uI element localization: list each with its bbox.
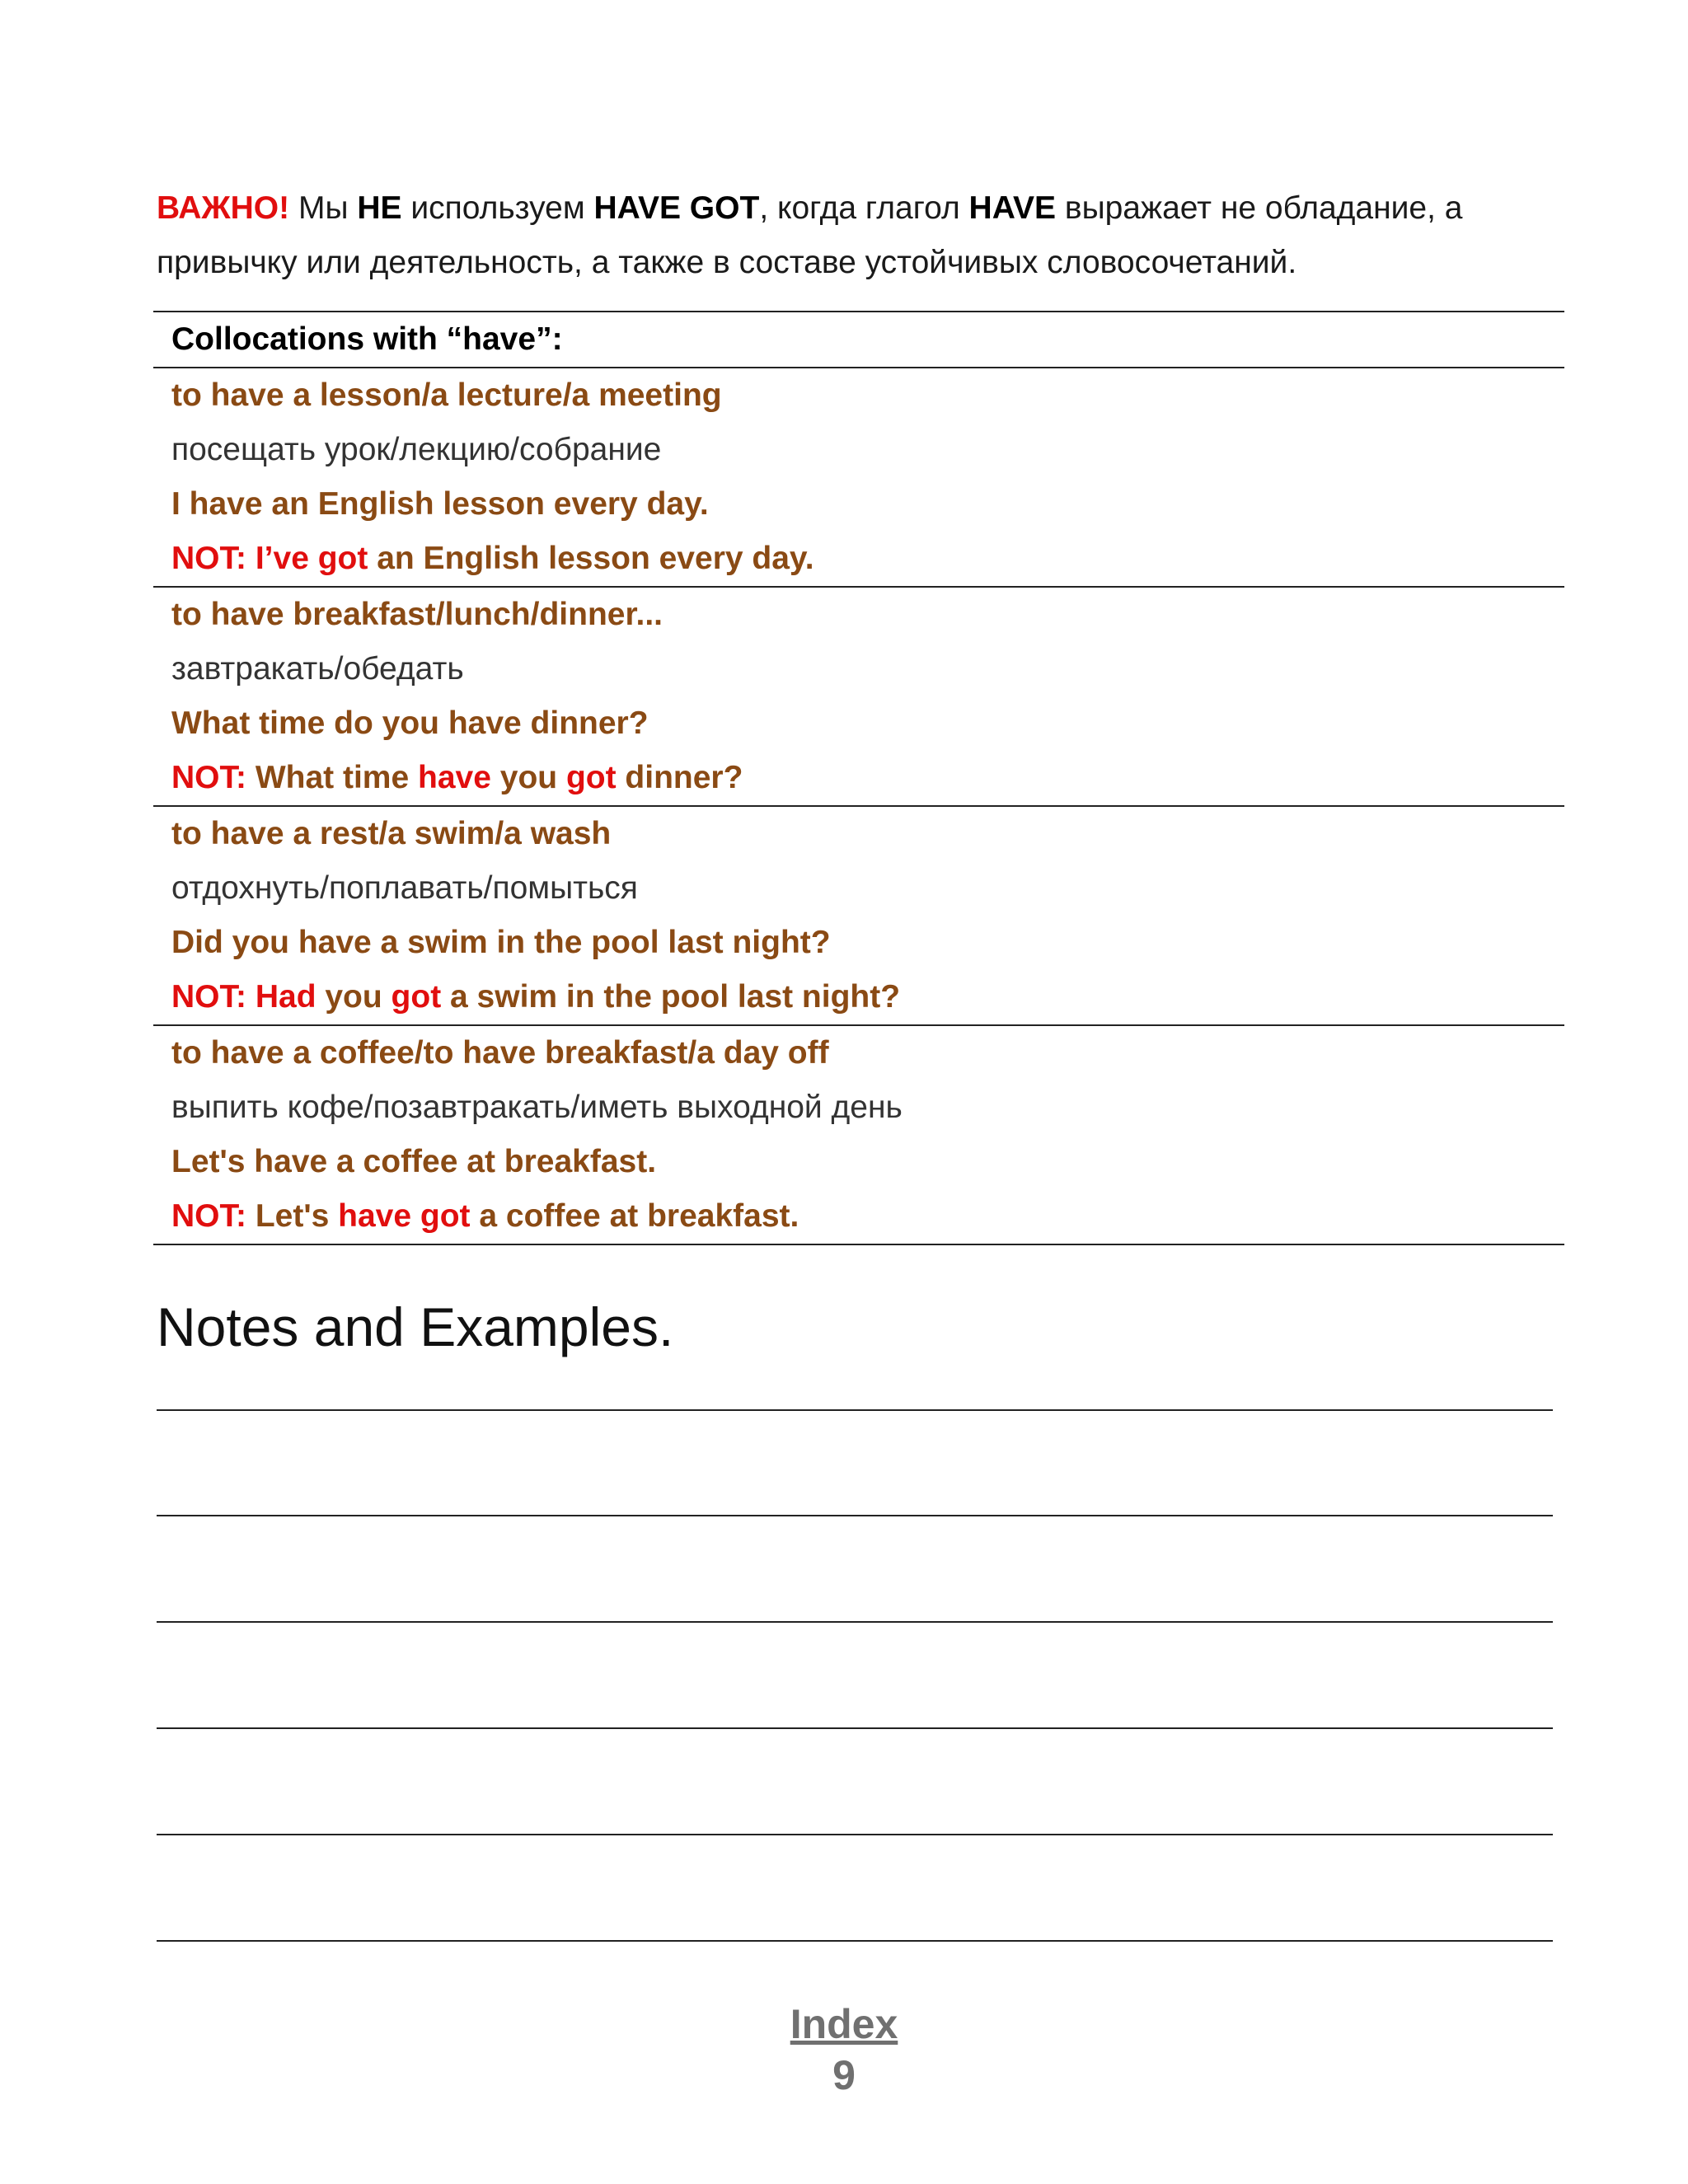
table-header: Collocations with “have”: — [153, 312, 1564, 368]
collocation-group — [153, 807, 1564, 1026]
not-label: NOT: — [171, 541, 246, 576]
collocation-group — [153, 588, 1564, 807]
not-text: dinner? — [616, 760, 743, 795]
not-highlight: got — [565, 760, 617, 795]
collocation-phrase: to have breakfast/lunch/dinner... — [171, 597, 663, 632]
intro-paragraph — [157, 181, 1574, 290]
collocation-translation: завтракать/обедать — [171, 651, 464, 687]
page-footer — [0, 1999, 1688, 2101]
note-line[interactable] — [157, 1834, 1553, 1835]
not-highlight: have got — [338, 1198, 471, 1234]
not-label: NOT: — [171, 760, 246, 795]
index-link[interactable]: Index — [790, 2001, 898, 2047]
collocation-group — [153, 368, 1564, 588]
intro-have-got: HAVE GOT — [593, 190, 760, 226]
collocation-example: What time do you have dinner? — [171, 705, 649, 741]
not-text: an English lesson every day. — [368, 541, 814, 576]
not-text: you — [490, 760, 566, 795]
collocation-not-example — [171, 751, 1564, 805]
collocation-example: Did you have a swim in the pool last night? — [171, 925, 831, 960]
not-highlight: Had — [255, 979, 316, 1015]
collocation-not-example — [171, 970, 1564, 1024]
intro-ne: НЕ — [357, 190, 402, 226]
collocation-example: Let's have a coffee at breakfast. — [171, 1144, 657, 1179]
collocation-translation: посещать урок/лекцию/собрание — [171, 432, 662, 467]
not-text: Let's — [246, 1198, 339, 1234]
note-line[interactable] — [157, 1409, 1553, 1411]
intro-text-3: , когда глагол — [759, 190, 969, 226]
intro-text-4: выражает не обладание, а привычку или деятельность, а также в составе устойчивых словосочетаний. — [157, 190, 1463, 280]
collocation-example: I have an English lesson every day. — [171, 486, 709, 522]
not-text: you — [316, 979, 392, 1015]
not-label: NOT: — [171, 979, 246, 1015]
not-highlight: I’ve got — [255, 541, 368, 576]
collocation-translation: выпить кофе/позавтракать/иметь выходной день — [171, 1090, 903, 1125]
intro-text-1: Мы — [289, 190, 358, 226]
intro-text-2: используем — [401, 190, 594, 226]
note-line[interactable] — [157, 1940, 1553, 1942]
not-highlight: have — [418, 760, 491, 795]
collocation-phrase: to have a coffee/to have breakfast/a day off — [171, 1035, 829, 1071]
page-number: 9 — [832, 2052, 856, 2098]
note-line[interactable] — [157, 1727, 1553, 1729]
collocation-phrase: to have a rest/a swim/a wash — [171, 816, 612, 851]
intro-have: HAVE — [968, 190, 1057, 226]
note-line[interactable] — [157, 1621, 1553, 1623]
collocation-group — [153, 1026, 1564, 1245]
not-highlight: got — [391, 979, 442, 1015]
collocation-translation: отдохнуть/поплавать/помыться — [171, 870, 638, 906]
not-text: What time — [246, 760, 419, 795]
collocation-not-example — [171, 1189, 1564, 1244]
note-line[interactable] — [157, 1515, 1553, 1516]
collocations-table — [153, 311, 1564, 1245]
not-text — [246, 979, 256, 1015]
notes-title: Notes and Examples. — [157, 1296, 674, 1357]
warning-label: ВАЖНО! — [157, 190, 290, 226]
not-text: a swim in the pool last night? — [441, 979, 901, 1015]
not-text — [246, 541, 256, 576]
not-label: NOT: — [171, 1198, 246, 1234]
collocation-phrase: to have a lesson/a lecture/a meeting — [171, 377, 722, 413]
not-text: a coffee at breakfast. — [470, 1198, 799, 1234]
collocation-not-example — [171, 532, 1564, 586]
